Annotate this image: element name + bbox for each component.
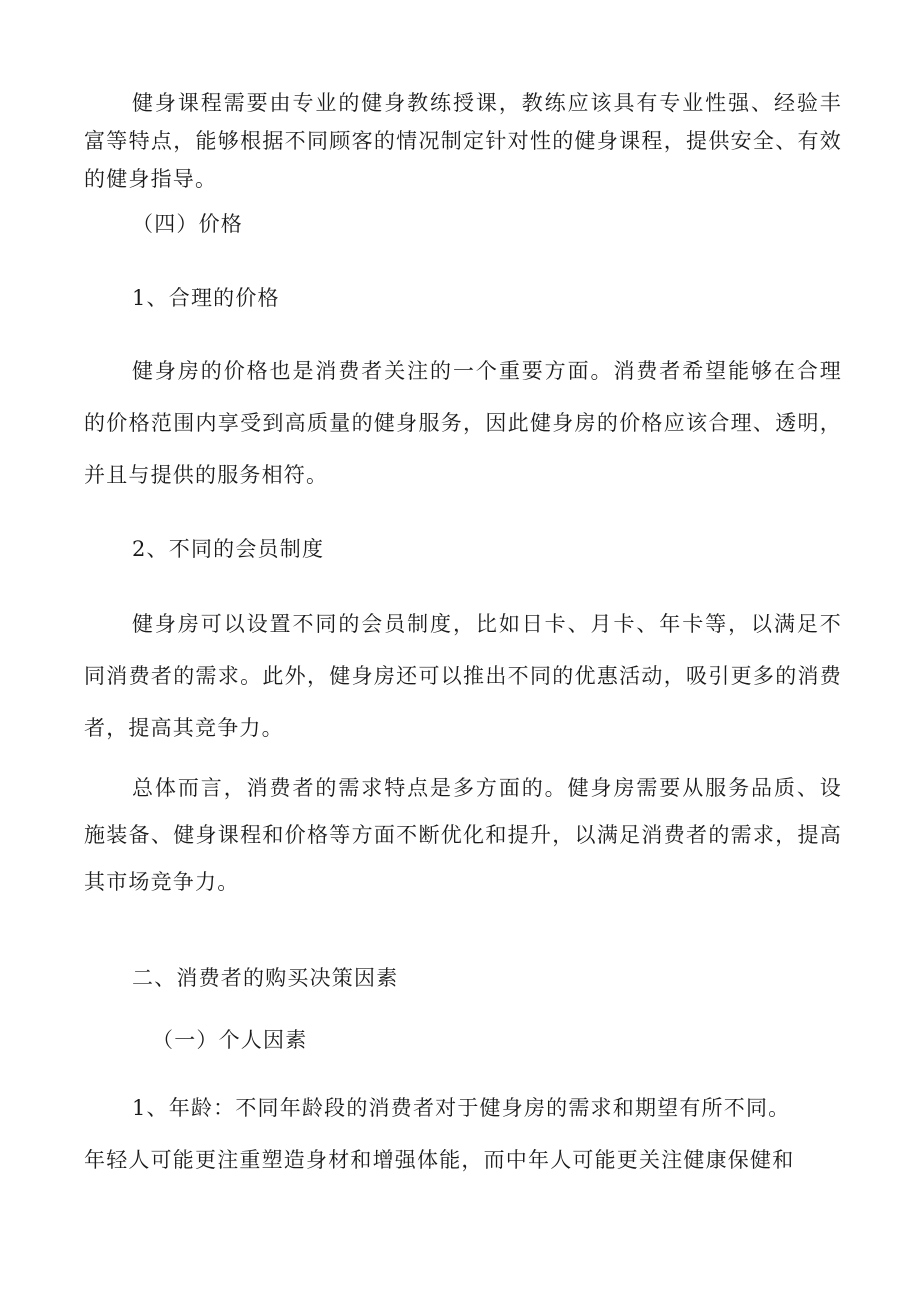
section-heading-decision-factors: 二、消费者的购买决策因素 xyxy=(132,966,399,990)
subheading-membership: 2、不同的会员制度 xyxy=(132,537,325,561)
paragraph-membership: 健身房可以设置不同的会员制度，比如日卡、月卡、年卡等，以满足不同消费者的需求。此外，健身房还可以推出不同的优惠活动，吸引更多的消费者，提高其竞争力。 xyxy=(84,612,842,740)
paragraph-age-line-1: 1、年龄：不同年龄段的消费者对于健身房的需求和期望有所不同。 xyxy=(132,1096,791,1120)
section-heading-price: （四）价格 xyxy=(132,212,243,236)
subheading-reasonable-price: 1、合理的价格 xyxy=(132,286,280,310)
paragraph-fitness-courses: 健身课程需要由专业的健身教练授课，教练应该具有专业性强、经验丰富等特点，能够根据不同顾客的情况制定针对性的健身课程，提供安全、有效的健身指导。 xyxy=(84,91,842,191)
paragraph-age-line-2: 年轻人可能更注重塑造身材和增强体能，而中年人可能更关注健康保健和 xyxy=(84,1148,795,1172)
paragraph-price-concern: 健身房的价格也是消费者关注的一个重要方面。消费者希望能够在合理的价格范围内享受到高质量的健身服务，因此健身房的价格应该合理、透明，并且与提供的服务相符。 xyxy=(84,359,842,487)
paragraph-summary: 总体而言，消费者的需求特点是多方面的。健身房需要从服务品质、设施装备、健身课程和价格等方面不断优化和提升，以满足消费者的需求，提高其市场竞争力。 xyxy=(84,776,842,894)
section-heading-personal-factors: （一）个人因素 xyxy=(152,1028,308,1052)
